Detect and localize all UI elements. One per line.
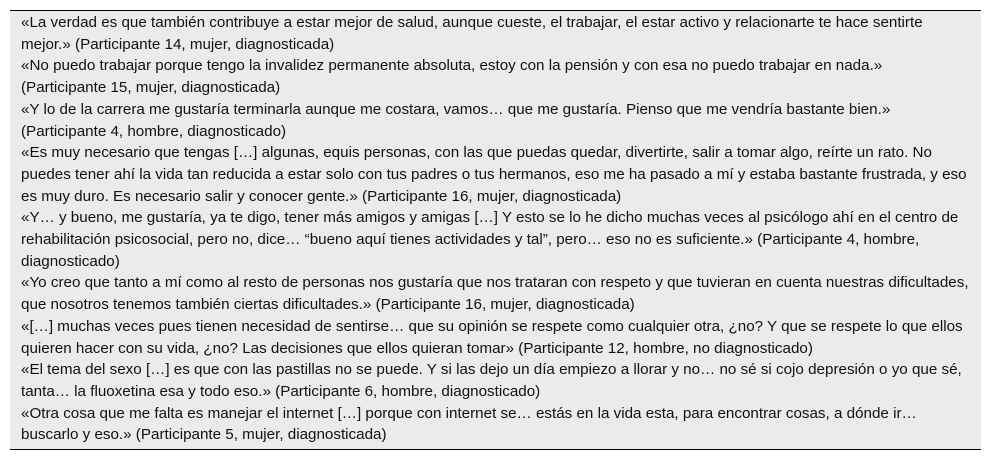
quote-row: «Y lo de la carrera me gustaría terminarla aunque me costara, vamos… que me gustaría. Pienso que me vendría bastante bien.» (Participante 4, hombre, diagnosticado) [21, 100, 891, 140]
quotes-table [10, 10, 981, 450]
quote-row: «Otra cosa que me falta es manejar el internet […] porque con internet se… estás en la vida esta, para encontrar cosas, a dónde ir… buscarlo y eso.» (Participante 5, mujer, diagnosticada) [21, 404, 917, 444]
quote-row: «El tema del sexo […] es que con las pastillas no se puede. Y si las dejo un día empiezo a llorar y no… no sé si cojo depresión o yo que sé, tanta… la fluoxetina esa y todo eso.» (Participante 6, hombre, diagnosticado) [21, 361, 962, 400]
quote-row: «Y… y bueno, me gustaría, ya te digo, tener más amigos y amigas […] Y esto se lo he dicho muchas veces al psicólogo ahí en el centro de rehabilitación psicosocial, pero no, dice… “bueno aquí tienes actividades y tal”, pero… eso no es suficiente.» (Participante 4, hombre, diagnosticado) [21, 209, 959, 270]
quote-row: «Es muy necesario que tengas […] algunas, equis personas, con las que puedas quedar, divertirte, salir a tomar algo, reírte un rato. No puedes tener ahí la vida tan reducida a estar solo con tus padres o tus hermanos, eso me ha pasado a mí y estaba bastante frustrada, y eso es muy duro. Es necesario salir y conocer gente.» (Participante 16, mujer, diagnosticada) [21, 144, 967, 205]
quote-row: «No puedo trabajar porque tengo la invalidez permanente absoluta, estoy con la pensión y con esa no puedo trabajar en nada.» (Participante 15, mujer, diagnosticada) [21, 57, 883, 97]
quote-row: «Yo creo que tanto a mí como al resto de personas nos gustaría que nos trataran con respeto y que tuvieran en cuenta nuestras dificultades, que nosotros tenemos también ciertas dificultades.» (Participante 16, mujer, diagnosticada) [21, 274, 969, 314]
quote-row: «[…] muchas veces pues tienen necesidad de sentirse… que su opinión se respete como cualquier otra, ¿no? Y que se respete lo que ellos quieren hacer con su vida, ¿no? Las decisiones que ellos quieran tomar» (Participante 12, hombre, no diagnosticado) [21, 317, 963, 357]
quote-row: «La verdad es que también contribuye a estar mejor de salud, aunque cueste, el trabajar, el estar activo y relacionarte te hace sentirte mejor.» (Participante 14, mujer, diagnosticada) [21, 14, 923, 53]
